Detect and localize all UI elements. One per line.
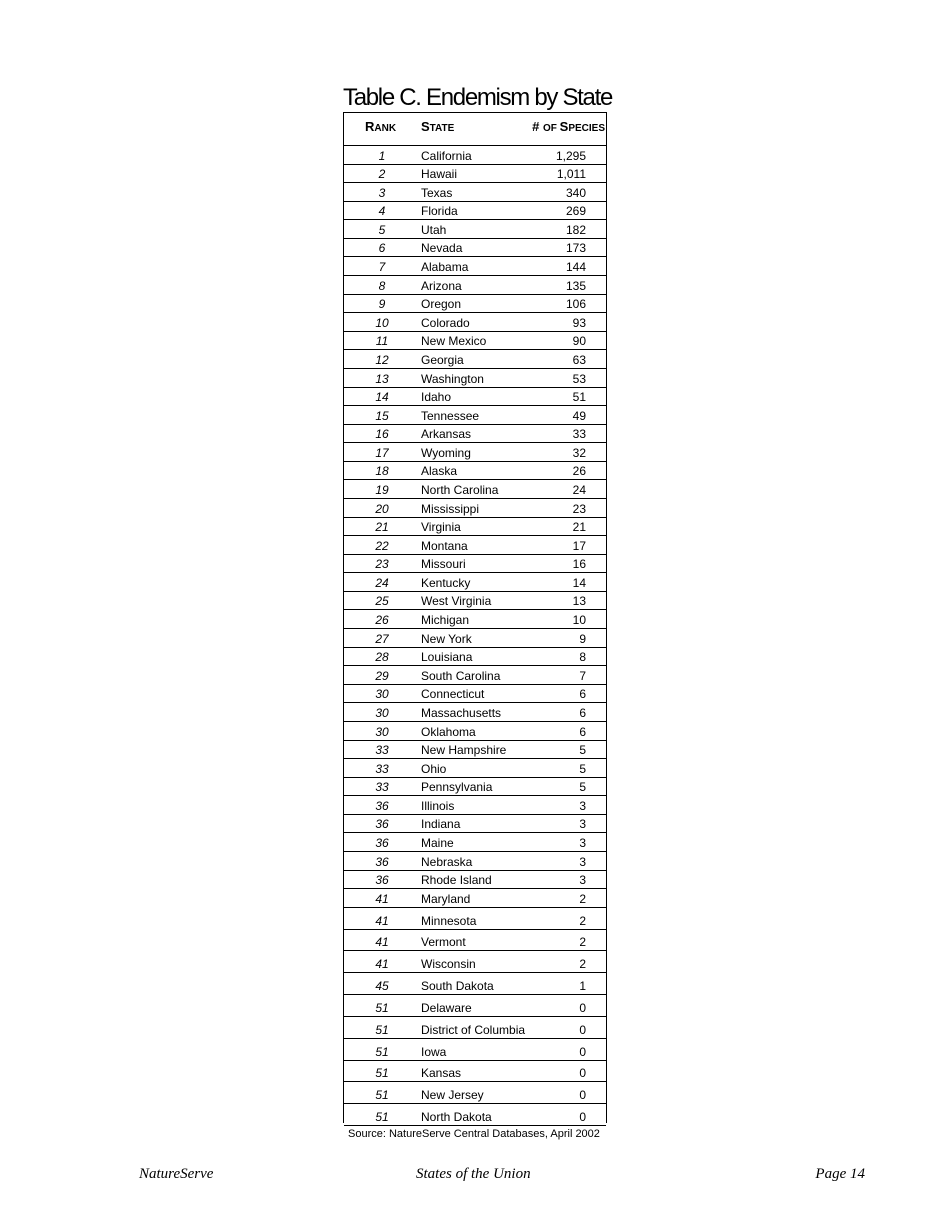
table-row xyxy=(344,257,606,276)
table-row xyxy=(344,908,606,930)
species-count-cell: 5 xyxy=(579,780,586,795)
table-row xyxy=(344,995,606,1017)
header-count-mid: OF xyxy=(542,123,560,134)
state-cell: Pennsylvania xyxy=(421,780,493,795)
rank-cell: 2 xyxy=(378,167,386,182)
table-row xyxy=(344,815,606,834)
state-cell: Maryland xyxy=(421,891,471,906)
state-cell: Arkansas xyxy=(421,427,472,442)
rank-cell: 30 xyxy=(375,687,389,702)
species-count-cell: 16 xyxy=(572,557,586,572)
rank-cell: 51 xyxy=(375,1022,389,1037)
source-note: Source: NatureServe Central Databases, April 2002 xyxy=(348,1128,600,1140)
species-count-cell: 24 xyxy=(572,482,586,497)
table-row xyxy=(344,183,606,202)
table-header xyxy=(344,113,606,146)
state-cell: Louisiana xyxy=(421,650,473,665)
table-row xyxy=(344,778,606,797)
state-cell: Texas xyxy=(421,185,453,200)
rank-cell: 17 xyxy=(375,445,389,460)
state-cell: New Hampshire xyxy=(421,743,507,758)
state-cell: Kentucky xyxy=(421,575,471,590)
rank-cell: 41 xyxy=(375,891,389,906)
species-count-cell: 3 xyxy=(579,854,586,869)
table-row xyxy=(344,629,606,648)
rank-cell: 51 xyxy=(375,1066,389,1081)
rank-cell: 41 xyxy=(375,957,389,972)
table-row xyxy=(344,313,606,332)
table-row xyxy=(344,295,606,314)
species-count-cell: 0 xyxy=(579,1044,586,1059)
species-count-cell: 5 xyxy=(579,743,586,758)
species-count-cell: 144 xyxy=(565,260,586,275)
header-count-cap: # xyxy=(532,119,543,134)
header-rank xyxy=(365,119,396,134)
state-cell: Minnesota xyxy=(421,913,477,928)
table-row xyxy=(344,930,606,952)
species-count-cell: 9 xyxy=(579,631,586,646)
table-row xyxy=(344,1039,606,1061)
rank-cell: 23 xyxy=(375,557,389,572)
species-count-cell: 269 xyxy=(565,204,586,219)
species-count-cell: 13 xyxy=(572,594,586,609)
table-row xyxy=(344,425,606,444)
species-count-cell: 5 xyxy=(579,761,586,776)
state-cell: Utah xyxy=(421,222,447,237)
species-count-cell: 0 xyxy=(579,1109,586,1124)
species-count-cell: 2 xyxy=(579,913,586,928)
rank-cell: 7 xyxy=(378,260,386,275)
rank-cell: 29 xyxy=(375,668,389,683)
state-cell: North Dakota xyxy=(421,1109,492,1124)
state-cell: Colorado xyxy=(421,315,470,330)
table-row xyxy=(344,666,606,685)
table-row xyxy=(344,951,606,973)
state-cell: Alaska xyxy=(421,464,458,479)
state-cell: Hawaii xyxy=(421,167,458,182)
state-cell: Oregon xyxy=(421,297,462,312)
state-cell: Mississippi xyxy=(421,501,480,516)
table-row xyxy=(344,1017,606,1039)
state-cell: Rhode Island xyxy=(421,873,492,888)
table-row xyxy=(344,1061,606,1083)
table-row xyxy=(344,146,606,165)
species-count-cell: 0 xyxy=(579,1000,586,1015)
species-count-cell: 7 xyxy=(579,668,586,683)
table-row xyxy=(344,165,606,184)
table-row xyxy=(344,239,606,258)
table-body xyxy=(344,146,606,1126)
endemism-table xyxy=(343,112,607,1123)
header-species-count xyxy=(532,119,605,134)
rank-cell: 10 xyxy=(375,315,389,330)
species-count-cell: 106 xyxy=(565,297,586,312)
species-count-cell: 2 xyxy=(579,891,586,906)
table-row xyxy=(344,648,606,667)
rank-cell: 25 xyxy=(375,594,389,609)
rank-cell: 12 xyxy=(375,352,389,367)
table-row xyxy=(344,220,606,239)
table-row xyxy=(344,462,606,481)
rank-cell: 27 xyxy=(375,631,389,646)
rank-cell: 6 xyxy=(378,241,386,256)
rank-cell: 45 xyxy=(375,979,389,994)
table-row xyxy=(344,332,606,351)
rank-cell: 22 xyxy=(375,538,389,553)
rank-cell: 51 xyxy=(375,1000,389,1015)
state-cell: Wisconsin xyxy=(421,957,476,972)
header-state-cap: S xyxy=(421,119,430,134)
species-count-cell: 33 xyxy=(572,427,586,442)
rank-cell: 33 xyxy=(375,780,389,795)
species-count-cell: 3 xyxy=(579,798,586,813)
rank-cell: 33 xyxy=(375,743,389,758)
state-cell: Idaho xyxy=(421,390,452,405)
rank-cell: 20 xyxy=(375,501,389,516)
species-count-cell: 23 xyxy=(572,501,586,516)
species-count-cell: 8 xyxy=(579,650,586,665)
species-count-cell: 340 xyxy=(565,185,586,200)
rank-cell: 1 xyxy=(378,148,386,163)
rank-cell: 19 xyxy=(375,482,389,497)
species-count-cell: 182 xyxy=(565,222,586,237)
rank-cell: 15 xyxy=(375,408,389,423)
species-count-cell: 173 xyxy=(565,241,586,256)
table-row xyxy=(344,722,606,741)
species-count-cell: 0 xyxy=(579,1022,586,1037)
state-cell: Ohio xyxy=(421,761,447,776)
state-cell: California xyxy=(421,148,472,163)
header-state-rest: TATE xyxy=(429,123,455,134)
state-cell: Montana xyxy=(421,538,468,553)
state-cell: North Carolina xyxy=(421,482,499,497)
state-cell: Massachusetts xyxy=(421,705,502,720)
table-row xyxy=(344,443,606,462)
species-count-cell: 10 xyxy=(572,613,586,628)
state-cell: Georgia xyxy=(421,352,464,367)
species-count-cell: 0 xyxy=(579,1088,586,1103)
rank-cell: 36 xyxy=(375,817,389,832)
header-count-cap2: S xyxy=(559,119,569,134)
rank-cell: 14 xyxy=(375,390,389,405)
state-cell: Nebraska xyxy=(421,854,473,869)
state-cell: Florida xyxy=(421,204,458,219)
table-row xyxy=(344,852,606,871)
species-count-cell: 14 xyxy=(572,575,586,590)
species-count-cell: 93 xyxy=(572,315,586,330)
species-count-cell: 2 xyxy=(579,935,586,950)
state-cell: South Dakota xyxy=(421,979,494,994)
species-count-cell: 51 xyxy=(572,390,586,405)
state-cell: West Virginia xyxy=(421,594,492,609)
rank-cell: 41 xyxy=(375,913,389,928)
rank-cell: 30 xyxy=(375,724,389,739)
species-count-cell: 53 xyxy=(572,371,586,386)
state-cell: Washington xyxy=(421,371,484,386)
rank-cell: 8 xyxy=(378,278,386,293)
species-count-cell: 135 xyxy=(565,278,586,293)
state-cell: Virginia xyxy=(421,520,461,535)
rank-cell: 16 xyxy=(375,427,389,442)
state-cell: New York xyxy=(421,631,472,646)
state-cell: Kansas xyxy=(421,1066,462,1081)
table-row xyxy=(344,499,606,518)
state-cell: Maine xyxy=(421,835,454,850)
rank-cell: 26 xyxy=(375,613,389,628)
table-row xyxy=(344,369,606,388)
header-state xyxy=(421,119,454,134)
rank-cell: 13 xyxy=(375,371,389,386)
rank-cell: 36 xyxy=(375,798,389,813)
species-count-cell: 3 xyxy=(579,873,586,888)
state-cell: Tennessee xyxy=(421,408,480,423)
rank-cell: 33 xyxy=(375,761,389,776)
footer-publisher: NatureServe xyxy=(139,1166,214,1182)
table-row xyxy=(344,741,606,760)
header-rank-rest: ANK xyxy=(374,123,397,134)
rank-cell: 51 xyxy=(375,1088,389,1103)
species-count-cell: 17 xyxy=(572,538,586,553)
state-cell: Vermont xyxy=(421,935,466,950)
rank-cell: 24 xyxy=(375,575,389,590)
species-count-cell: 0 xyxy=(579,1066,586,1081)
state-cell: New Jersey xyxy=(421,1088,484,1103)
species-count-cell: 6 xyxy=(579,724,586,739)
table-row xyxy=(344,703,606,722)
table-row xyxy=(344,871,606,890)
table-row xyxy=(344,406,606,425)
rank-cell: 36 xyxy=(375,835,389,850)
table-row xyxy=(344,889,606,908)
rank-cell: 51 xyxy=(375,1109,389,1124)
table-row xyxy=(344,573,606,592)
footer-report-title: States of the Union xyxy=(416,1166,531,1182)
state-cell: Michigan xyxy=(421,613,470,628)
table-row xyxy=(344,759,606,778)
state-cell: Iowa xyxy=(421,1044,447,1059)
rank-cell: 41 xyxy=(375,935,389,950)
state-cell: Arizona xyxy=(421,278,462,293)
state-cell: District of Columbia xyxy=(421,1022,526,1037)
species-count-cell: 63 xyxy=(572,352,586,367)
species-count-cell: 90 xyxy=(572,334,586,349)
state-cell: Nevada xyxy=(421,241,463,256)
state-cell: South Carolina xyxy=(421,668,501,683)
table-row xyxy=(344,388,606,407)
table-row xyxy=(344,276,606,295)
species-count-cell: 32 xyxy=(572,445,586,460)
table-row xyxy=(344,833,606,852)
species-count-cell: 49 xyxy=(572,408,586,423)
species-count-cell: 6 xyxy=(579,705,586,720)
table-row xyxy=(344,1104,606,1126)
species-count-cell: 1,011 xyxy=(556,167,586,182)
species-count-cell: 26 xyxy=(572,464,586,479)
rank-cell: 21 xyxy=(375,520,389,535)
rank-cell: 9 xyxy=(378,297,386,312)
state-cell: Connecticut xyxy=(421,687,485,702)
species-count-cell: 1,295 xyxy=(555,148,586,163)
table-title: Table C. Endemism by State xyxy=(343,84,613,111)
rank-cell: 28 xyxy=(375,650,389,665)
rank-cell: 4 xyxy=(378,204,386,219)
rank-cell: 5 xyxy=(378,222,386,237)
footer-page-number: Page 14 xyxy=(815,1166,865,1182)
rank-cell: 30 xyxy=(375,705,389,720)
state-cell: Delaware xyxy=(421,1000,472,1015)
table-row xyxy=(344,610,606,629)
table-row xyxy=(344,202,606,221)
rank-cell: 18 xyxy=(375,464,389,479)
table-row xyxy=(344,796,606,815)
state-cell: Wyoming xyxy=(421,445,471,460)
rank-cell: 51 xyxy=(375,1044,389,1059)
state-cell: Illinois xyxy=(421,798,455,813)
rank-cell: 3 xyxy=(378,185,386,200)
table-row xyxy=(344,555,606,574)
state-cell: Missouri xyxy=(421,557,466,572)
rank-cell: 36 xyxy=(375,873,389,888)
table-row xyxy=(344,1082,606,1104)
species-count-cell: 3 xyxy=(579,835,586,850)
table-row xyxy=(344,350,606,369)
table-row xyxy=(344,536,606,555)
species-count-cell: 21 xyxy=(572,520,586,535)
table-row xyxy=(344,973,606,995)
header-count-rest: PECIES xyxy=(568,123,605,134)
header-rank-cap: R xyxy=(365,119,375,134)
species-count-cell: 6 xyxy=(579,687,586,702)
table-row xyxy=(344,685,606,704)
species-count-cell: 3 xyxy=(579,817,586,832)
species-count-cell: 2 xyxy=(579,957,586,972)
state-cell: Indiana xyxy=(421,817,461,832)
state-cell: Alabama xyxy=(421,260,469,275)
rank-cell: 11 xyxy=(375,334,389,349)
species-count-cell: 1 xyxy=(579,979,586,994)
table-row xyxy=(344,480,606,499)
rank-cell: 36 xyxy=(375,854,389,869)
table-row xyxy=(344,518,606,537)
state-cell: New Mexico xyxy=(421,334,487,349)
table-row xyxy=(344,592,606,611)
state-cell: Oklahoma xyxy=(421,724,476,739)
